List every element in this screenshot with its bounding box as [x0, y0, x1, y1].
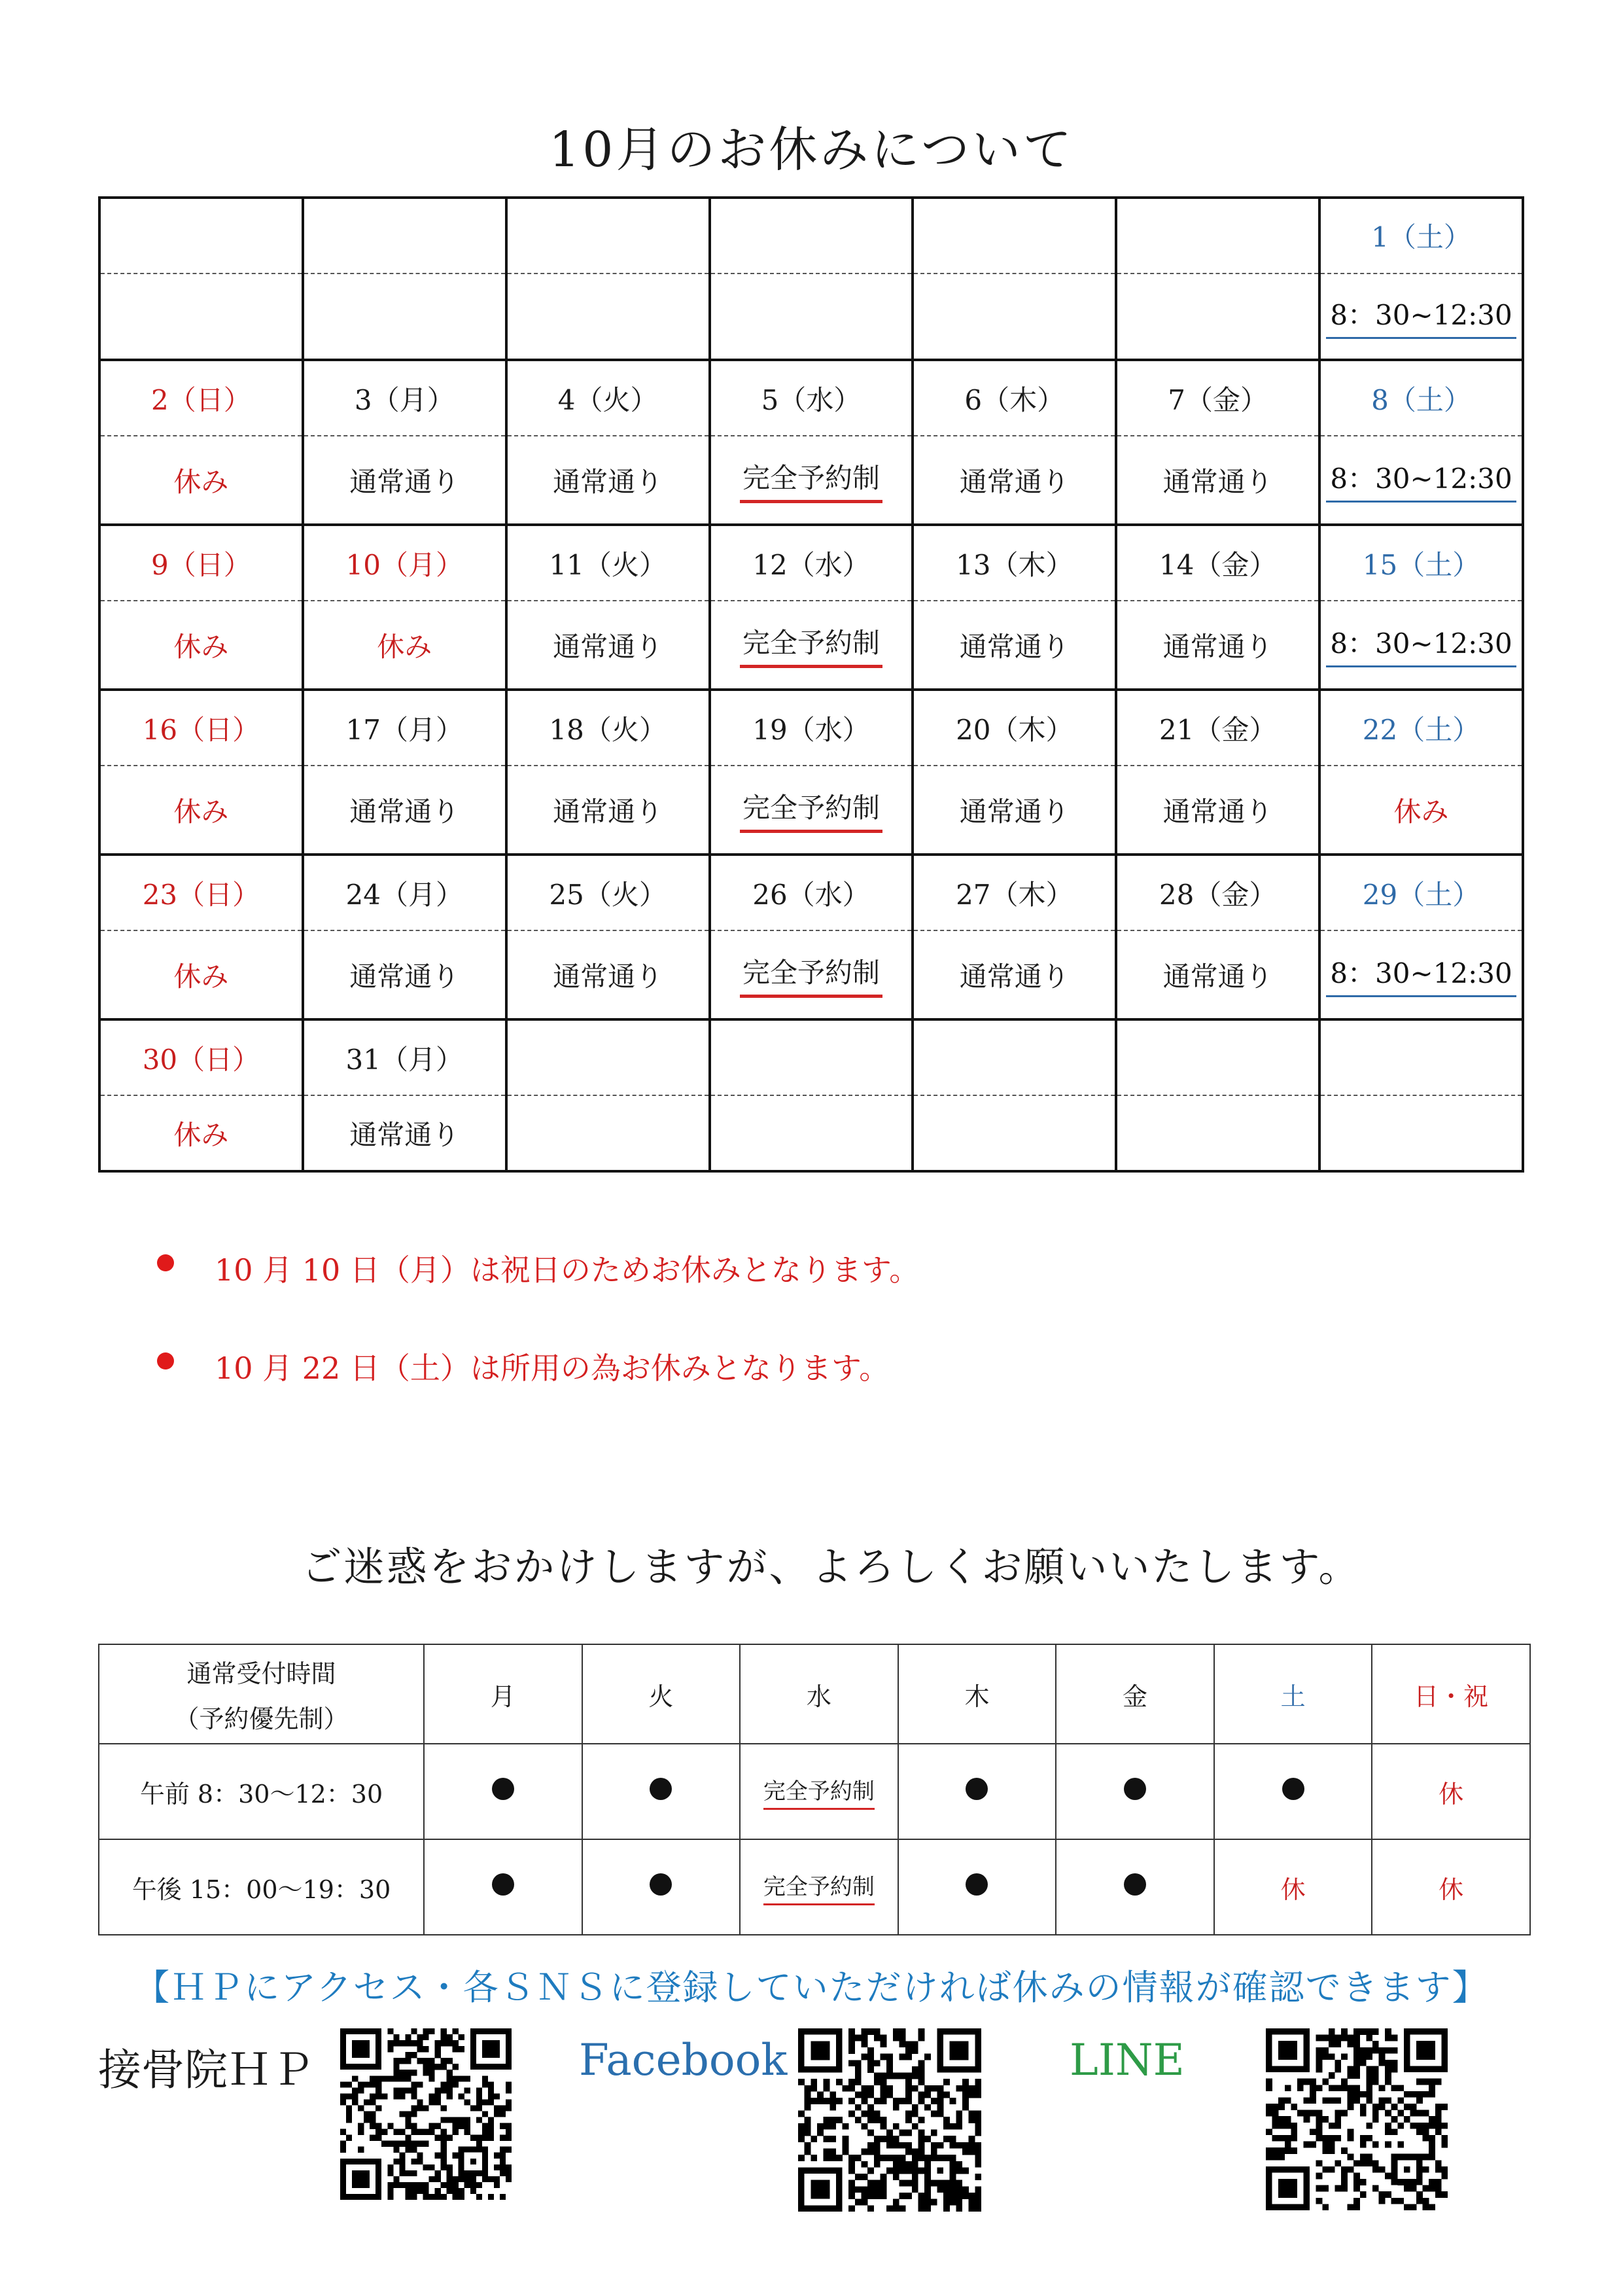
calendar-date-cell — [913, 525, 1116, 601]
calendar-date-cell — [710, 690, 913, 766]
calendar-date-label: 3（月） — [354, 383, 455, 416]
calendar-date-label: 9（日） — [151, 548, 251, 581]
calendar-status-cell — [913, 766, 1116, 855]
calendar-date-label: 2（日） — [151, 383, 251, 416]
hours-day-header — [1214, 1644, 1372, 1744]
calendar-date-label: 27（木） — [956, 878, 1073, 911]
hours-cell — [424, 1839, 582, 1935]
calendar-table — [98, 196, 1524, 1173]
hours-row — [99, 1744, 1530, 1839]
calendar-date-cell — [1116, 360, 1319, 436]
open-dot-icon — [966, 1873, 988, 1896]
open-dot-icon — [1282, 1778, 1304, 1800]
calendar-date-label: 12（水） — [752, 548, 870, 581]
calendar-date-label: 10（月） — [345, 548, 463, 581]
hours-cell — [740, 1744, 898, 1839]
calendar-date-cell — [1319, 198, 1523, 274]
calendar-date-cell — [1319, 690, 1523, 766]
calendar-date-cell — [1319, 360, 1523, 436]
calendar-date-cell — [303, 525, 506, 601]
calendar-date-cell — [1319, 525, 1523, 601]
calendar-status-cell — [1319, 601, 1523, 690]
note-item — [157, 1345, 919, 1443]
calendar-status-cell — [710, 930, 913, 1019]
calendar-status-row — [99, 601, 1523, 690]
hours-day-label: 月 — [490, 1682, 515, 1711]
calendar-date-cell — [913, 1019, 1116, 1095]
calendar-status-cell — [1319, 1095, 1523, 1171]
calendar-date-cell — [1319, 855, 1523, 930]
calendar-date-cell — [913, 198, 1116, 274]
calendar-status-cell — [99, 436, 303, 525]
calendar-status-label: 休み — [173, 795, 229, 828]
calendar-status-cell — [506, 274, 710, 360]
calendar-date-label: 28（金） — [1159, 878, 1277, 911]
calendar-date-cell — [710, 360, 913, 436]
hours-header-row — [99, 1644, 1530, 1744]
calendar-status-cell — [1116, 930, 1319, 1019]
hp-label: 接骨院ＨＰ — [98, 2045, 314, 2095]
calendar-date-cell — [506, 690, 710, 766]
calendar-date-row — [99, 198, 1523, 274]
calendar-status-label: 8：30~12:30 — [1326, 294, 1516, 339]
calendar-date-label: 16（日） — [142, 713, 260, 746]
hours-day-label: 土 — [1280, 1682, 1306, 1711]
calendar-status-cell — [506, 1095, 710, 1171]
qr-code-line-icon[interactable] — [1266, 2028, 1448, 2210]
calendar-status-label: 通常通り — [1162, 630, 1273, 663]
hours-cell — [1056, 1744, 1214, 1839]
hours-header-line1: 通常受付時間 — [186, 1659, 336, 1688]
calendar-status-row — [99, 766, 1523, 855]
calendar-status-label: 完全予約制 — [740, 786, 882, 833]
hours-cell — [582, 1839, 741, 1935]
calendar-status-cell — [99, 601, 303, 690]
calendar-date-label: 18（火） — [549, 713, 667, 746]
calendar-status-row — [99, 274, 1523, 360]
calendar-status-label: 通常通り — [349, 1118, 460, 1151]
calendar-status-label: 通常通り — [959, 960, 1070, 993]
calendar-date-label: 6（木） — [964, 383, 1065, 416]
calendar-date-cell — [303, 690, 506, 766]
hours-day-header — [424, 1644, 582, 1744]
hours-day-header — [740, 1644, 898, 1744]
calendar-date-row — [99, 1019, 1523, 1095]
calendar-status-label: 通常通り — [553, 795, 663, 828]
closed-label: 休 — [1280, 1875, 1306, 1904]
bullet-icon — [157, 1254, 174, 1271]
calendar-status-label: 通常通り — [553, 630, 663, 663]
hours-cell — [1372, 1839, 1530, 1935]
calendar-date-row — [99, 690, 1523, 766]
calendar-date-cell — [710, 855, 913, 930]
calendar-date-cell — [506, 855, 710, 930]
note-text: 10 月 22 日（土）は所用の為お休みとなります。 — [215, 1351, 890, 1386]
calendar-status-label: 8：30~12:30 — [1326, 952, 1516, 997]
open-dot-icon — [492, 1778, 514, 1800]
calendar-date-cell — [710, 1019, 913, 1095]
calendar-status-cell — [710, 274, 913, 360]
calendar-status-cell — [1116, 601, 1319, 690]
hours-day-label: 木 — [964, 1682, 990, 1711]
calendar-status-cell — [1116, 436, 1319, 525]
calendar-status-cell — [710, 1095, 913, 1171]
calendar-date-cell — [99, 360, 303, 436]
hours-day-header — [898, 1644, 1056, 1744]
calendar-date-label: 4（火） — [557, 383, 658, 416]
calendar-date-label: 22（土） — [1362, 713, 1480, 746]
calendar-status-cell — [99, 766, 303, 855]
line-label[interactable]: LINE — [1070, 2035, 1185, 2085]
calendar-status-cell — [1116, 1095, 1319, 1171]
open-dot-icon — [1124, 1873, 1146, 1896]
calendar-status-label: 通常通り — [349, 795, 460, 828]
calendar-date-label: 17（月） — [345, 713, 463, 746]
hours-row — [99, 1839, 1530, 1935]
calendar-status-label: 休み — [1393, 795, 1449, 828]
hours-cell — [740, 1839, 898, 1935]
reservation-label: 完全予約制 — [763, 1773, 875, 1810]
hours-cell — [1214, 1839, 1372, 1935]
open-dot-icon — [492, 1873, 514, 1896]
calendar-status-cell — [1116, 766, 1319, 855]
hours-day-header — [1056, 1644, 1214, 1744]
calendar-date-label: 31（月） — [345, 1043, 463, 1076]
calendar-date-cell — [303, 360, 506, 436]
calendar-status-label: 完全予約制 — [740, 622, 882, 668]
calendar-status-label: 休み — [377, 630, 432, 663]
calendar-status-cell — [303, 930, 506, 1019]
calendar-status-cell — [303, 1095, 506, 1171]
open-dot-icon — [966, 1778, 988, 1800]
hours-table — [98, 1644, 1531, 1935]
calendar-date-cell — [1116, 525, 1319, 601]
calendar-status-row — [99, 436, 1523, 525]
calendar-date-row — [99, 855, 1523, 930]
calendar-status-label: 休み — [173, 1118, 229, 1151]
calendar-status-label: 8：30~12:30 — [1326, 622, 1516, 667]
calendar-date-label: 5（水） — [761, 383, 862, 416]
calendar-status-cell — [913, 274, 1116, 360]
calendar-date-cell — [710, 198, 913, 274]
calendar-status-cell — [303, 274, 506, 360]
calendar-status-cell — [710, 601, 913, 690]
hours-cell — [898, 1839, 1056, 1935]
hours-day-label: 日・祝 — [1414, 1682, 1489, 1711]
open-dot-icon — [1124, 1778, 1146, 1800]
calendar-date-cell — [506, 198, 710, 274]
hours-header-line2: （予約優先制） — [174, 1704, 349, 1733]
calendar-date-label: 23（日） — [142, 878, 260, 911]
calendar-date-label: 25（火） — [549, 878, 667, 911]
calendar-date-label: 1（土） — [1371, 221, 1471, 254]
calendar-status-cell — [913, 930, 1116, 1019]
calendar-status-row — [99, 930, 1523, 1019]
calendar-date-cell — [303, 1019, 506, 1095]
calendar-date-cell — [710, 525, 913, 601]
calendar-status-cell — [1319, 766, 1523, 855]
calendar-status-label: 通常通り — [1162, 960, 1273, 993]
hours-day-label: 金 — [1123, 1682, 1148, 1711]
calendar-status-cell — [303, 601, 506, 690]
hours-cell — [582, 1744, 741, 1839]
calendar-status-label: 休み — [173, 465, 229, 498]
calendar-date-cell — [506, 1019, 710, 1095]
calendar-date-cell — [99, 525, 303, 601]
calendar-date-cell — [99, 198, 303, 274]
calendar-status-label: 通常通り — [959, 630, 1070, 663]
calendar-status-cell — [506, 436, 710, 525]
qr-code-hp-icon[interactable] — [340, 2028, 512, 2200]
calendar-status-cell — [99, 1095, 303, 1171]
calendar-status-cell — [506, 601, 710, 690]
calendar-status-cell — [710, 766, 913, 855]
calendar-status-label: 休み — [173, 630, 229, 663]
calendar-date-label: 19（水） — [752, 713, 870, 746]
calendar-date-label: 30（日） — [142, 1043, 260, 1076]
sns-banner: 【ＨＰにアクセス・各ＳＮＳに登録していただければ休みの情報が確認できます】 — [134, 1967, 1489, 2008]
calendar-status-cell — [99, 930, 303, 1019]
calendar-status-cell — [303, 766, 506, 855]
hours-day-header — [582, 1644, 741, 1744]
calendar-date-cell — [913, 690, 1116, 766]
calendar-status-cell — [1116, 274, 1319, 360]
closed-label: 休 — [1439, 1779, 1464, 1809]
calendar-status-cell — [99, 274, 303, 360]
calendar-status-label: 完全予約制 — [740, 457, 882, 503]
hours-cell — [898, 1744, 1056, 1839]
calendar-status-cell — [506, 766, 710, 855]
apology-message: ご迷惑をおかけしますが、よろしくお願いいたします。 — [301, 1543, 1361, 1591]
calendar-date-cell — [913, 855, 1116, 930]
hours-cell — [1372, 1744, 1530, 1839]
calendar-status-cell — [710, 436, 913, 525]
bullet-icon — [157, 1352, 174, 1369]
calendar-status-label: 通常通り — [349, 465, 460, 498]
calendar-status-label: 通常通り — [959, 465, 1070, 498]
hours-day-label: 水 — [806, 1682, 831, 1711]
calendar-date-cell — [506, 360, 710, 436]
calendar-date-label: 21（金） — [1159, 713, 1277, 746]
hours-row-label: 午後 15：00〜19：30 — [99, 1839, 424, 1935]
facebook-label[interactable]: Facebook — [579, 2035, 788, 2085]
calendar-date-cell — [1116, 1019, 1319, 1095]
calendar-status-label: 通常通り — [553, 960, 663, 993]
calendar-date-label: 7（金） — [1168, 383, 1268, 416]
calendar-date-cell — [506, 525, 710, 601]
open-dot-icon — [650, 1873, 672, 1896]
calendar-date-label: 26（水） — [752, 878, 870, 911]
notes-list — [157, 1246, 919, 1443]
calendar-status-label: 通常通り — [553, 465, 663, 498]
calendar-status-cell — [506, 930, 710, 1019]
calendar-status-cell — [303, 436, 506, 525]
hours-header-label — [99, 1644, 424, 1744]
calendar-date-label: 14（金） — [1159, 548, 1277, 581]
calendar-date-label: 20（木） — [956, 713, 1073, 746]
note-text: 10 月 10 日（月）は祝日のためお休みとなります。 — [215, 1252, 920, 1288]
calendar-status-label: 通常通り — [959, 795, 1070, 828]
calendar-status-cell — [913, 436, 1116, 525]
calendar-date-row — [99, 360, 1523, 436]
calendar-status-label: 完全予約制 — [740, 951, 882, 998]
calendar-date-label: 11（火） — [549, 548, 667, 581]
hours-row-label: 午前 8：30〜12：30 — [99, 1744, 424, 1839]
closed-label: 休 — [1439, 1875, 1464, 1904]
calendar-date-label: 15（土） — [1362, 548, 1480, 581]
calendar-date-cell — [1319, 1019, 1523, 1095]
page-title: 10月のお休みについて — [549, 122, 1074, 178]
calendar-date-label: 13（木） — [956, 548, 1073, 581]
calendar-status-cell — [913, 1095, 1116, 1171]
hours-day-header — [1372, 1644, 1530, 1744]
calendar-status-label: 休み — [173, 960, 229, 993]
calendar-status-cell — [1319, 436, 1523, 525]
calendar-date-cell — [99, 690, 303, 766]
calendar-date-cell — [1116, 690, 1319, 766]
calendar-status-row — [99, 1095, 1523, 1171]
open-dot-icon — [650, 1778, 672, 1800]
calendar-date-cell — [1116, 855, 1319, 930]
calendar-status-label: 通常通り — [349, 960, 460, 993]
hours-cell — [424, 1744, 582, 1839]
calendar-date-cell — [913, 360, 1116, 436]
hours-day-label: 火 — [648, 1682, 674, 1711]
calendar-status-label: 通常通り — [1162, 465, 1273, 498]
calendar-status-cell — [913, 601, 1116, 690]
calendar-date-label: 8（土） — [1371, 383, 1471, 416]
calendar-date-row — [99, 525, 1523, 601]
calendar-date-cell — [303, 855, 506, 930]
calendar-status-cell — [1319, 930, 1523, 1019]
calendar-status-label: 8：30~12:30 — [1326, 457, 1516, 503]
calendar-date-cell — [1116, 198, 1319, 274]
reservation-label: 完全予約制 — [763, 1869, 875, 1905]
calendar-date-cell — [99, 855, 303, 930]
calendar-status-cell — [1319, 274, 1523, 360]
hours-cell — [1214, 1744, 1372, 1839]
calendar-date-label: 29（土） — [1362, 878, 1480, 911]
calendar-date-cell — [99, 1019, 303, 1095]
calendar-status-label: 通常通り — [1162, 795, 1273, 828]
calendar-date-cell — [303, 198, 506, 274]
calendar-date-label: 24（月） — [345, 878, 463, 911]
qr-code-facebook-icon[interactable] — [798, 2028, 981, 2212]
note-item — [157, 1246, 919, 1345]
hours-cell — [1056, 1839, 1214, 1935]
